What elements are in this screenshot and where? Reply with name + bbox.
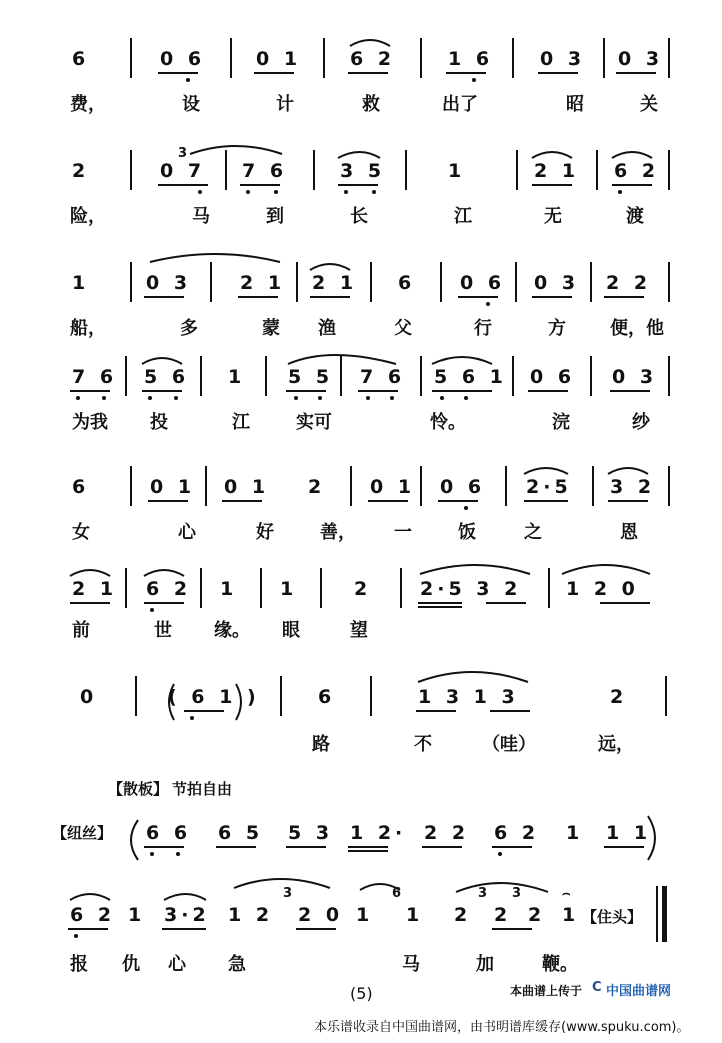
lyric: 加 — [476, 954, 494, 975]
lyric: 无 — [544, 206, 562, 227]
lyric: 浣 — [552, 412, 570, 433]
note-group: 1 — [356, 904, 374, 926]
note-group: 2·5 — [526, 476, 572, 498]
note-group: 6 2 — [146, 578, 192, 600]
lyric: 望 — [350, 620, 368, 641]
slur — [360, 884, 400, 890]
lyric: 路 — [312, 734, 330, 755]
note-group: 0 1 — [256, 48, 302, 70]
lyric: 远， — [598, 734, 634, 755]
note-group: 6 — [318, 686, 336, 708]
lyric: 到 — [266, 206, 284, 227]
slur — [70, 570, 110, 576]
note-group: 3 5 — [340, 160, 386, 182]
note-group: 1 — [72, 272, 90, 294]
note-group: 7 6 — [360, 366, 406, 388]
note-group: 2 1 — [240, 272, 286, 294]
lyric: 马 — [402, 954, 420, 975]
lyric: 渔 — [318, 318, 336, 339]
note-group: 1 — [406, 904, 424, 926]
note-group: 5 6 — [144, 366, 190, 388]
slur — [150, 254, 280, 262]
lyric: 之 — [524, 522, 542, 543]
slur — [456, 883, 548, 892]
lyric: 蒙 — [262, 318, 280, 339]
slur — [418, 672, 528, 682]
note-group: 2·5 3 2 — [420, 578, 522, 600]
lyric: 方 — [548, 318, 566, 339]
lyric: 出了 — [442, 94, 478, 115]
note-group: 2 — [308, 476, 326, 498]
note-group: 2 2 — [424, 822, 470, 844]
slur — [234, 879, 330, 888]
note-group: 1 — [562, 904, 580, 926]
footer-credit: 本乐谱收录自中国曲谱网，由书明谱库缓存(www.spuku.com)。 — [314, 1020, 690, 1035]
lyric: 世 — [154, 620, 172, 641]
note-group: 0 3 — [146, 272, 192, 294]
lyric: 投 — [150, 412, 168, 433]
lyric: 船， — [70, 318, 106, 339]
watermark-site: 中国曲谱网 — [606, 984, 672, 999]
slur — [338, 152, 380, 158]
note-group: 1 — [566, 822, 584, 844]
lyric: 计 — [276, 94, 294, 115]
note-group: 5 3 — [288, 822, 334, 844]
note-group: ( 6 1 ) — [168, 686, 260, 708]
lyric: 行 — [474, 318, 492, 339]
note-group: 2 — [72, 160, 90, 182]
note-group: 0 6 — [160, 48, 206, 70]
lyric: 缘。 — [214, 620, 250, 641]
watermark-prefix: 本曲谱上传于 — [510, 984, 583, 998]
intro-label: 【纽丝】 — [52, 824, 113, 842]
slur — [70, 894, 110, 900]
note-group: 6 2 — [494, 822, 540, 844]
lyric: 仇 — [122, 954, 140, 975]
note-group: 7 6 — [242, 160, 288, 182]
note-group: 2 — [354, 578, 372, 600]
note-group: 6 — [398, 272, 416, 294]
site-logo-icon: C — [592, 980, 602, 995]
note-group: 6 6 — [146, 822, 192, 844]
note-group: 0 6 — [460, 272, 506, 294]
lyric: 关 — [640, 94, 658, 115]
grace-note: 3 — [478, 886, 488, 901]
lyric: 鞭。 — [542, 954, 578, 975]
lyric: 纱 — [632, 412, 650, 433]
lyric: 一 — [394, 522, 412, 543]
lyric: 心 — [178, 522, 196, 543]
note-group: 0 1 — [150, 476, 196, 498]
fermata-icon: ⌢ — [562, 886, 571, 901]
note-group: 5 6 1 — [434, 366, 507, 388]
lyric: 便，他 — [610, 318, 664, 339]
slur — [562, 565, 650, 574]
note-group: 1 — [280, 578, 298, 600]
slur — [164, 894, 206, 900]
slur — [144, 570, 184, 576]
lyric: 为我 — [72, 412, 108, 433]
lyric: 险， — [70, 206, 106, 227]
note-group: 2 — [454, 904, 472, 926]
slur — [350, 40, 390, 46]
note-group: 1 — [448, 160, 466, 182]
page-number: (5) — [350, 984, 373, 1003]
lyric: 恩 — [620, 522, 638, 543]
note-group: 0 3 — [534, 272, 580, 294]
note-group: 1 1 — [606, 822, 652, 844]
lyric: 报 — [70, 954, 88, 975]
lyric: 昭 — [566, 94, 584, 115]
slur — [612, 152, 652, 158]
lyric: 心 — [168, 954, 186, 975]
note-group: 2 2 — [606, 272, 652, 294]
note-group: 1 — [128, 904, 146, 926]
note-group: 1 3 1 3 — [418, 686, 519, 708]
grace-note: 6 — [392, 886, 402, 901]
note-group: 1 — [220, 578, 238, 600]
grace-note: 3 — [178, 146, 188, 161]
lyric: 设 — [182, 94, 200, 115]
note-group: 2 1 — [312, 272, 358, 294]
lyric: 好 — [256, 522, 274, 543]
lyric: 救 — [362, 94, 380, 115]
slur — [190, 146, 282, 154]
parenthesis-left — [169, 684, 174, 720]
note-group: 0 3 — [612, 366, 658, 388]
slur — [420, 565, 530, 574]
grace-note: 3 — [512, 886, 522, 901]
lyric: 费， — [70, 94, 106, 115]
note-group: 1 — [228, 366, 246, 388]
note-group: 7 6 — [72, 366, 118, 388]
note-group: 0 1 — [370, 476, 416, 498]
note-group: 2 — [528, 904, 546, 926]
note-group: 2 — [494, 904, 512, 926]
lyric: 江 — [232, 412, 250, 433]
lyric: 渡 — [626, 206, 644, 227]
parenthesis-right — [648, 816, 655, 860]
tail-label: 【住头】 — [582, 908, 643, 926]
note-group: 3·2 — [164, 904, 210, 926]
note-group: 3 2 — [610, 476, 656, 498]
lyric: 实可 — [296, 412, 332, 433]
note-group: 2 0 — [298, 904, 344, 926]
tempo-text: 节拍自由 — [172, 780, 233, 798]
note-group: 0 3 — [540, 48, 586, 70]
note-group: 6 2 — [70, 904, 116, 926]
tempo-marking: 【散板】 — [108, 780, 169, 798]
note-group: 0 7 — [160, 160, 206, 182]
slur — [288, 355, 396, 364]
lyric: （哇） — [482, 734, 536, 755]
parenthesis-right — [236, 684, 241, 720]
lyric: 江 — [454, 206, 472, 227]
note-group: 1 2· — [350, 822, 407, 844]
note-group: 0 1 — [224, 476, 270, 498]
note-group: 6 5 — [218, 822, 264, 844]
lyric: 前 — [72, 620, 90, 641]
note-group: 6 2 — [614, 160, 660, 182]
note-group: 1 2 — [228, 904, 274, 926]
slur — [608, 468, 648, 474]
slur — [142, 358, 182, 364]
lyric: 善， — [320, 522, 356, 543]
note-group: 0 3 — [618, 48, 664, 70]
note-group: 6 — [72, 48, 90, 70]
note-group: 2 — [610, 686, 628, 708]
note-group: 1 2 0 — [566, 578, 639, 600]
slur — [524, 468, 568, 474]
lyric: 多 — [180, 318, 198, 339]
lyric: 父 — [394, 318, 412, 339]
lyric: 马 — [192, 206, 210, 227]
lyric: 怜。 — [430, 412, 466, 433]
lyric: 眼 — [282, 620, 300, 641]
lyric: 女 — [72, 522, 90, 543]
note-group: 6 2 — [350, 48, 396, 70]
grace-note: 3 — [283, 886, 293, 901]
note-group: 6 — [72, 476, 90, 498]
lyric: 长 — [350, 206, 368, 227]
slur — [310, 264, 350, 270]
parenthesis-left — [131, 820, 138, 860]
note-group: 0 6 — [530, 366, 576, 388]
note-group: 5 5 — [288, 366, 334, 388]
lyric: 饭 — [458, 522, 476, 543]
note-group: 2 1 — [72, 578, 118, 600]
lyric: 不 — [414, 734, 432, 755]
slur — [432, 357, 492, 364]
slur — [532, 152, 572, 158]
note-group: 0 6 — [440, 476, 486, 498]
note-group: 0 — [80, 686, 98, 708]
note-group: 2 1 — [534, 160, 580, 182]
lyric: 急 — [228, 954, 246, 975]
note-group: 1 6 — [448, 48, 494, 70]
